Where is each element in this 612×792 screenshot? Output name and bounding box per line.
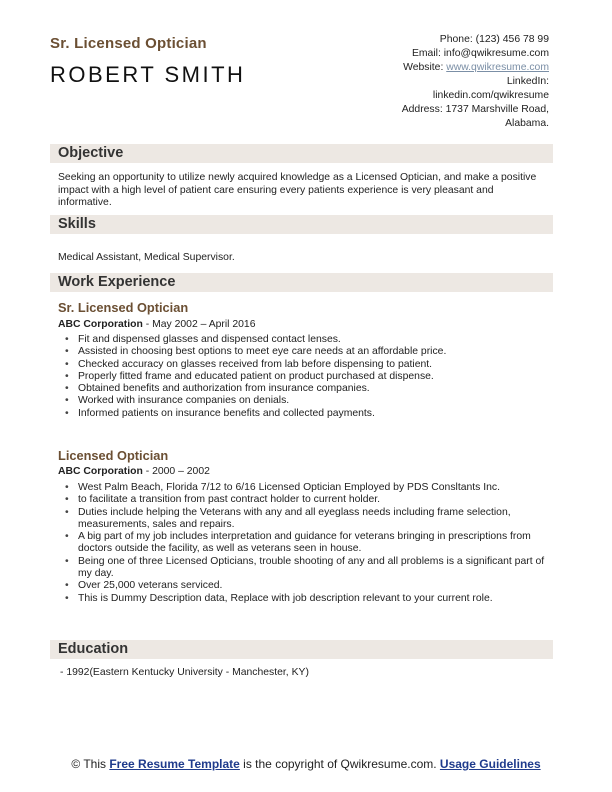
education-entry: - 1992(Eastern Kentucky University - Manchester, KY): [60, 667, 309, 678]
objective-heading: Objective: [50, 144, 553, 163]
phone-label: Phone:: [439, 34, 473, 45]
footer-middle: is the copyright of Qwikresume.com.: [239, 757, 440, 771]
job-2-bullets: [58, 482, 554, 605]
job-2-bullet: • West Palm Beach, Florida 7/12 to 6/16 Licensed Optician Employed by PDS Consltants Inc.: [58, 482, 554, 494]
contact-phone: [309, 33, 549, 47]
job-1-title: Sr. Licensed Optician: [58, 300, 189, 315]
objective-text: Seeking an opportunity to utilize newly acquired knowledge as a Licensed Optician, and make a positive impact with a high level of patient care ensuring every patients experience is very pleasant and informative.: [58, 172, 537, 208]
job-1-bullets: [58, 334, 554, 420]
footer-copyright: [50, 757, 562, 771]
contact-linkedin-label: LinkedIn:: [506, 76, 549, 87]
address-label: Address:: [401, 104, 443, 115]
job-2-company-line: [58, 466, 210, 477]
job-1-dates: - May 2002 – April 2016: [142, 319, 256, 330]
job-1-bullet: • Fit and dispensed glasses and dispensed contact lenses.: [58, 334, 554, 346]
job-1-bullet: • Checked accuracy on glasses received from lab before dispensing to patient.: [58, 359, 554, 371]
job-1-bullet: • Obtained benefits and authorization from insurance companies.: [58, 383, 554, 395]
contact-address: [309, 103, 549, 117]
skills-text: Medical Assistant, Medical Supervisor.: [58, 252, 235, 263]
address-line1: 1737 Marshville Road,: [445, 104, 549, 115]
job-2-bullet: • This is Dummy Description data, Replace with job description relevant to your current role.: [58, 593, 554, 605]
website-link[interactable]: www.qwikresume.com: [446, 62, 549, 73]
education-heading: Education: [50, 640, 553, 659]
contact-email: [309, 47, 549, 61]
contact-block: [309, 33, 549, 131]
job-1-bullet: • Assisted in choosing best options to meet eye care needs at an affordable price.: [58, 346, 554, 358]
job-2-bullet: • to facilitate a transition from past contract holder to current holder.: [58, 494, 554, 506]
job-2-dates: - 2000 – 2002: [142, 466, 210, 477]
contact-website: [309, 61, 549, 75]
work-experience-heading: Work Experience: [50, 273, 553, 292]
job-2-bullet: • Being one of three Licensed Opticians, trouble shooting of any and all problems is a significant part of my day.: [58, 556, 554, 581]
job-1-company-line: [58, 319, 256, 330]
header-job-title: Sr. Licensed Optician: [50, 35, 207, 52]
email-label: Email:: [411, 48, 441, 59]
job-2-title: Licensed Optician: [58, 448, 169, 463]
job-1-bullet: • Properly fitted frame and educated patient on product purchased at dispense.: [58, 371, 554, 383]
contact-linkedin-value: linkedin.com/qwikresume: [432, 90, 549, 101]
website-label: Website:: [403, 62, 444, 73]
email-value: info@qwikresume.com: [443, 48, 549, 59]
contact-address-line2: Alabama.: [505, 118, 549, 129]
job-2-bullet: • Duties include helping the Veterans with any and all eyeglass needs including frame selection, measurements, sales and repairs.: [58, 507, 554, 532]
usage-guidelines-link[interactable]: Usage Guidelines: [439, 757, 541, 771]
job-1-bullet: • Informed patients on insurance benefits and collected payments.: [58, 408, 554, 420]
candidate-name: ROBERT SMITH: [50, 62, 246, 87]
job-2-bullet: • A big part of my job includes interpretation and guidance for veterans bringing in prescriptions from doctors outside the facility, as well as veterans seen in house.: [58, 531, 554, 556]
job-2-company: ABC Corporation: [58, 466, 143, 477]
skills-heading: Skills: [50, 215, 553, 234]
free-resume-template-link[interactable]: Free Resume Template: [109, 757, 240, 771]
phone-value: (123) 456 78 99: [475, 34, 549, 45]
footer-prefix: © This: [71, 757, 110, 771]
job-2-bullet: • Over 25,000 veterans serviced.: [58, 580, 554, 592]
job-1-company: ABC Corporation: [58, 319, 143, 330]
job-1-bullet: • Worked with insurance companies on denials.: [58, 395, 554, 407]
